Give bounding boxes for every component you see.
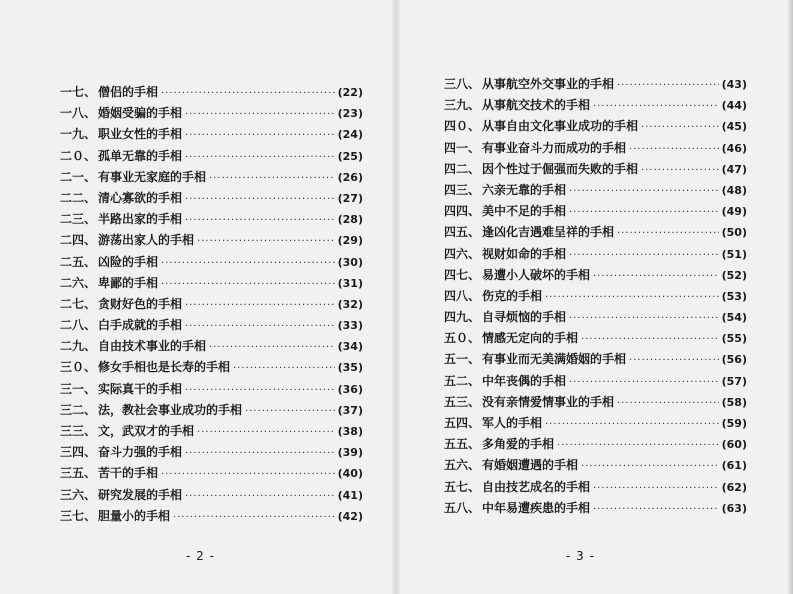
toc-entry-page-number: (44) xyxy=(721,99,747,113)
toc-entry xyxy=(60,168,363,189)
toc-entry xyxy=(444,287,747,308)
toc-entry-page-number: (35) xyxy=(337,361,363,375)
toc-entry-title: 有婚姻遭遇的手相 xyxy=(482,458,579,473)
dot-leader xyxy=(161,279,335,290)
toc-entry-page-number: (43) xyxy=(721,78,747,91)
toc-entry-page-number: (50) xyxy=(721,226,747,240)
dot-leader xyxy=(233,363,335,374)
toc-entry-page-number: (53) xyxy=(721,289,747,303)
toc-entry xyxy=(444,117,747,138)
left-page xyxy=(0,0,396,594)
toc-entry-title: 逢凶化吉遇难呈祥的手相 xyxy=(482,225,615,240)
toc-entry-page-number: (32) xyxy=(337,297,363,311)
toc-entry xyxy=(444,414,747,435)
dot-leader xyxy=(185,385,335,396)
toc-entry-page-number: (63) xyxy=(721,501,747,515)
toc-entry-page-number: (55) xyxy=(721,332,747,346)
toc-entry-number: 五三、 xyxy=(444,394,481,409)
toc-entry-page-number: (26) xyxy=(337,170,363,184)
toc-entry xyxy=(60,507,363,528)
toc-entry-title: 有事业奋斗力而成功的手相 xyxy=(482,140,627,155)
toc-entry xyxy=(444,223,747,244)
toc-entry xyxy=(444,96,747,117)
toc-entry-title: 军人的手相 xyxy=(482,416,543,430)
dot-leader xyxy=(185,194,335,205)
toc-entry-number: 五四、 xyxy=(444,416,481,430)
toc-entry-page-number: (25) xyxy=(337,149,363,163)
toc-entry-number: 五０、 xyxy=(444,331,481,346)
toc-entry-title: 易遭小人破坏的手相 xyxy=(482,267,591,282)
toc-entry xyxy=(60,486,363,507)
toc-entry-page-number: (61) xyxy=(721,459,747,473)
toc-entry-title: 从事航交技术的手相 xyxy=(482,98,591,113)
toc-entry-page-number: (22) xyxy=(337,86,363,99)
toc-entry-page-number: (34) xyxy=(337,340,363,354)
toc-entry-number: 五五、 xyxy=(444,437,481,452)
dot-leader xyxy=(185,491,335,502)
toc-entry-number: 二０、 xyxy=(60,148,97,163)
toc-entry-number: 三六、 xyxy=(60,487,97,502)
toc-entry-number: 四二、 xyxy=(444,161,481,176)
toc-entry xyxy=(444,329,747,350)
toc-entry xyxy=(444,456,747,477)
toc-entry-number: 一八、 xyxy=(60,106,97,121)
toc-entry xyxy=(60,189,363,210)
toc-entry xyxy=(444,308,747,329)
toc-entry-title: 僧侣的手相 xyxy=(98,85,159,99)
toc-entry-title: 有事业无家庭的手相 xyxy=(98,169,207,184)
toc-entry-title: 职业女性的手相 xyxy=(98,127,183,142)
toc-entry-number: 四六、 xyxy=(444,246,481,261)
toc-entry xyxy=(60,380,363,401)
toc-entry-page-number: (29) xyxy=(337,234,363,248)
dot-leader xyxy=(581,334,719,345)
dot-leader xyxy=(209,342,335,353)
dot-leader xyxy=(569,313,719,324)
toc-entry-page-number: (38) xyxy=(337,425,363,438)
table-of-contents-right xyxy=(444,75,747,520)
toc-entry-number: 三二、 xyxy=(60,402,97,417)
dot-leader xyxy=(185,215,335,226)
dot-leader xyxy=(197,427,335,438)
toc-entry-page-number: (33) xyxy=(337,319,363,333)
toc-entry xyxy=(444,350,747,371)
toc-entry-number: 三五、 xyxy=(60,466,97,481)
toc-entry xyxy=(444,435,747,456)
dot-leader xyxy=(617,398,719,409)
toc-entry-page-number: (30) xyxy=(337,255,363,269)
toc-entry-page-number: (56) xyxy=(721,353,747,367)
toc-entry xyxy=(444,75,747,96)
toc-entry-page-number: (36) xyxy=(337,382,363,396)
toc-entry xyxy=(60,104,363,125)
toc-entry-title: 文，武双才的手相 xyxy=(98,424,195,438)
toc-entry-title: 中年易遭疾患的手相 xyxy=(482,500,591,515)
toc-entry-title: 有事业而无美满婚姻的手相 xyxy=(482,352,627,367)
dot-leader xyxy=(185,109,335,120)
dot-leader xyxy=(569,377,719,388)
toc-entry xyxy=(444,245,747,266)
toc-entry-number: 三九、 xyxy=(444,98,481,113)
toc-entry xyxy=(60,358,363,379)
page-number-footer-left: - 2 - xyxy=(186,549,215,563)
toc-entry-page-number: (57) xyxy=(721,374,747,388)
toc-entry-number: 四０、 xyxy=(444,119,481,134)
toc-entry-page-number: (60) xyxy=(721,438,747,452)
dot-leader xyxy=(617,228,719,239)
toc-entry-number: 二二、 xyxy=(60,190,97,205)
toc-entry-number: 四八、 xyxy=(444,288,481,303)
toc-entry-page-number: (24) xyxy=(337,128,363,142)
toc-entry-title: 中年丧偶的手相 xyxy=(482,373,567,388)
dot-leader xyxy=(185,152,335,163)
toc-entry-number: 五六、 xyxy=(444,458,481,473)
toc-entry-page-number: (31) xyxy=(337,276,363,290)
dot-leader xyxy=(593,504,719,515)
toc-entry-title: 从事航空外交事业的手相 xyxy=(482,77,615,91)
toc-entry-title: 自寻烦恼的手相 xyxy=(482,310,567,325)
toc-entry-title: 半路出家的手相 xyxy=(98,212,183,227)
toc-entry-page-number: (23) xyxy=(337,107,363,121)
toc-entry xyxy=(444,266,747,287)
toc-entry xyxy=(444,202,747,223)
dot-leader xyxy=(641,122,719,133)
dot-leader xyxy=(545,292,719,303)
toc-entry-title: 卑鄙的手相 xyxy=(98,275,159,290)
toc-entry-title: 视财如命的手相 xyxy=(482,246,567,261)
toc-entry-page-number: (58) xyxy=(721,395,747,409)
dot-leader xyxy=(185,300,335,311)
dot-leader xyxy=(209,173,335,184)
toc-entry-page-number: (27) xyxy=(337,191,363,205)
toc-entry-title: 苦干的手相 xyxy=(98,466,159,481)
toc-entry xyxy=(60,443,363,464)
toc-entry xyxy=(444,478,747,499)
toc-entry-title: 修女手相也是长寿的手相 xyxy=(98,360,231,375)
toc-entry-page-number: (62) xyxy=(721,480,747,494)
toc-entry-number: 二一、 xyxy=(60,169,97,184)
toc-entry xyxy=(60,401,363,422)
toc-entry-page-number: (46) xyxy=(721,141,747,155)
toc-entry-number: 五一、 xyxy=(444,352,481,367)
toc-entry-title: 白手成就的手相 xyxy=(98,318,183,333)
table-of-contents-left xyxy=(60,83,363,528)
dot-leader xyxy=(581,461,719,472)
toc-entry-number: 五八、 xyxy=(444,500,481,515)
toc-entry-page-number: (59) xyxy=(721,417,747,430)
toc-entry-page-number: (48) xyxy=(721,183,747,197)
toc-entry-page-number: (45) xyxy=(721,120,747,134)
dot-leader xyxy=(161,469,335,480)
toc-entry-title: 奋斗力强的手相 xyxy=(98,445,183,460)
toc-entry-title: 多角爱的手相 xyxy=(482,437,555,452)
toc-entry-title: 六亲无靠的手相 xyxy=(482,182,567,197)
right-page xyxy=(396,0,793,594)
toc-entry-title: 游荡出家人的手相 xyxy=(98,233,195,248)
toc-entry-title: 美中不足的手相 xyxy=(482,204,567,219)
toc-entry-title: 从事自由文化事业成功的手相 xyxy=(482,119,639,134)
toc-entry-title: 情感无定向的手相 xyxy=(482,331,579,346)
toc-entry-number: 二八、 xyxy=(60,318,97,333)
toc-entry xyxy=(444,393,747,414)
dot-leader xyxy=(629,144,719,155)
toc-entry-page-number: (52) xyxy=(721,268,747,282)
toc-entry-number: 二七、 xyxy=(60,296,97,311)
toc-entry-number: 一七、 xyxy=(60,85,97,99)
toc-entry-title: 婚姻受骗的手相 xyxy=(98,106,183,121)
toc-entry-page-number: (54) xyxy=(721,311,747,325)
toc-entry-number: 三七、 xyxy=(60,508,97,523)
dot-leader xyxy=(185,130,335,141)
toc-entry-title: 自由技术事业的手相 xyxy=(98,339,207,354)
dot-leader xyxy=(185,321,335,332)
toc-entry-title: 自由技艺成名的手相 xyxy=(482,479,591,494)
toc-entry-title: 贪财好色的手相 xyxy=(98,296,183,311)
toc-entry-number: 二三、 xyxy=(60,212,97,227)
toc-entry xyxy=(444,181,747,202)
dot-leader xyxy=(197,236,335,247)
toc-entry-number: 五二、 xyxy=(444,373,481,388)
toc-entry-number: 四一、 xyxy=(444,140,481,155)
toc-entry-title: 因个性过于倔强而失败的手相 xyxy=(482,161,639,176)
toc-entry xyxy=(444,372,747,393)
toc-entry xyxy=(60,295,363,316)
page-number-footer-right: - 3 - xyxy=(566,549,595,563)
toc-entry-title: 没有亲情爱情事业的手相 xyxy=(482,394,615,409)
toc-entry-number: 四三、 xyxy=(444,182,481,197)
toc-entry-number: 三一、 xyxy=(60,381,97,396)
toc-entry-number: 二四、 xyxy=(60,233,97,248)
scan-edge-shadow xyxy=(787,0,793,594)
toc-entry-page-number: (49) xyxy=(721,205,747,219)
toc-entry xyxy=(60,422,363,443)
dot-leader xyxy=(569,250,719,261)
dot-leader xyxy=(245,406,335,417)
toc-entry-page-number: (51) xyxy=(721,247,747,261)
toc-entry-title: 实际真干的手相 xyxy=(98,381,183,396)
dot-leader xyxy=(545,419,719,430)
toc-entry xyxy=(444,499,747,520)
toc-entry-title: 孤单无靠的手相 xyxy=(98,148,183,163)
toc-entry-number: 三三、 xyxy=(60,424,97,438)
dot-leader xyxy=(629,355,719,366)
toc-entry-number: 四五、 xyxy=(444,225,481,240)
toc-entry xyxy=(60,253,363,274)
toc-entry xyxy=(60,274,363,295)
toc-entry xyxy=(60,147,363,168)
dot-leader xyxy=(617,80,719,91)
toc-entry-page-number: (39) xyxy=(337,446,363,460)
toc-entry-title: 法，教社会事业成功的手相 xyxy=(98,402,243,417)
dot-leader xyxy=(173,512,335,523)
toc-entry-number: 三０、 xyxy=(60,360,97,375)
toc-entry xyxy=(60,337,363,358)
toc-entry-number: 四七、 xyxy=(444,267,481,282)
toc-entry-title: 伤克的手相 xyxy=(482,288,543,303)
toc-entry xyxy=(60,83,363,104)
dot-leader xyxy=(593,101,719,112)
toc-entry-title: 凶险的手相 xyxy=(98,254,159,269)
dot-leader xyxy=(569,186,719,197)
toc-entry-page-number: (41) xyxy=(337,488,363,502)
toc-entry-number: 二六、 xyxy=(60,275,97,290)
toc-entry xyxy=(444,139,747,160)
dot-leader xyxy=(557,440,719,451)
dot-leader xyxy=(641,165,719,176)
toc-entry-number: 二九、 xyxy=(60,339,97,354)
toc-entry xyxy=(60,125,363,146)
toc-entry-page-number: (42) xyxy=(337,509,363,523)
toc-entry-number: 二五、 xyxy=(60,254,97,269)
toc-entry-number: 三四、 xyxy=(60,445,97,460)
toc-entry-page-number: (47) xyxy=(721,162,747,176)
toc-entry-title: 清心寡欲的手相 xyxy=(98,190,183,205)
toc-entry-number: 四四、 xyxy=(444,204,481,219)
dot-leader xyxy=(161,258,335,269)
toc-entry-title: 研究发展的手相 xyxy=(98,487,183,502)
toc-entry-number: 四九、 xyxy=(444,310,481,325)
toc-entry-number: 三八、 xyxy=(444,77,481,91)
dot-leader xyxy=(185,448,335,459)
toc-entry xyxy=(444,160,747,181)
toc-entry xyxy=(60,316,363,337)
toc-entry-title: 胆量小的手相 xyxy=(98,508,171,523)
toc-entry-page-number: (28) xyxy=(337,213,363,227)
toc-entry xyxy=(60,231,363,252)
toc-entry-page-number: (37) xyxy=(337,403,363,417)
dot-leader xyxy=(593,483,719,494)
toc-entry-number: 五七、 xyxy=(444,479,481,494)
dot-leader xyxy=(569,207,719,218)
toc-entry xyxy=(60,210,363,231)
toc-entry-page-number: (40) xyxy=(337,467,363,481)
toc-entry-number: 一九、 xyxy=(60,127,97,142)
dot-leader xyxy=(161,88,335,99)
toc-entry xyxy=(60,464,363,485)
dot-leader xyxy=(593,271,719,282)
